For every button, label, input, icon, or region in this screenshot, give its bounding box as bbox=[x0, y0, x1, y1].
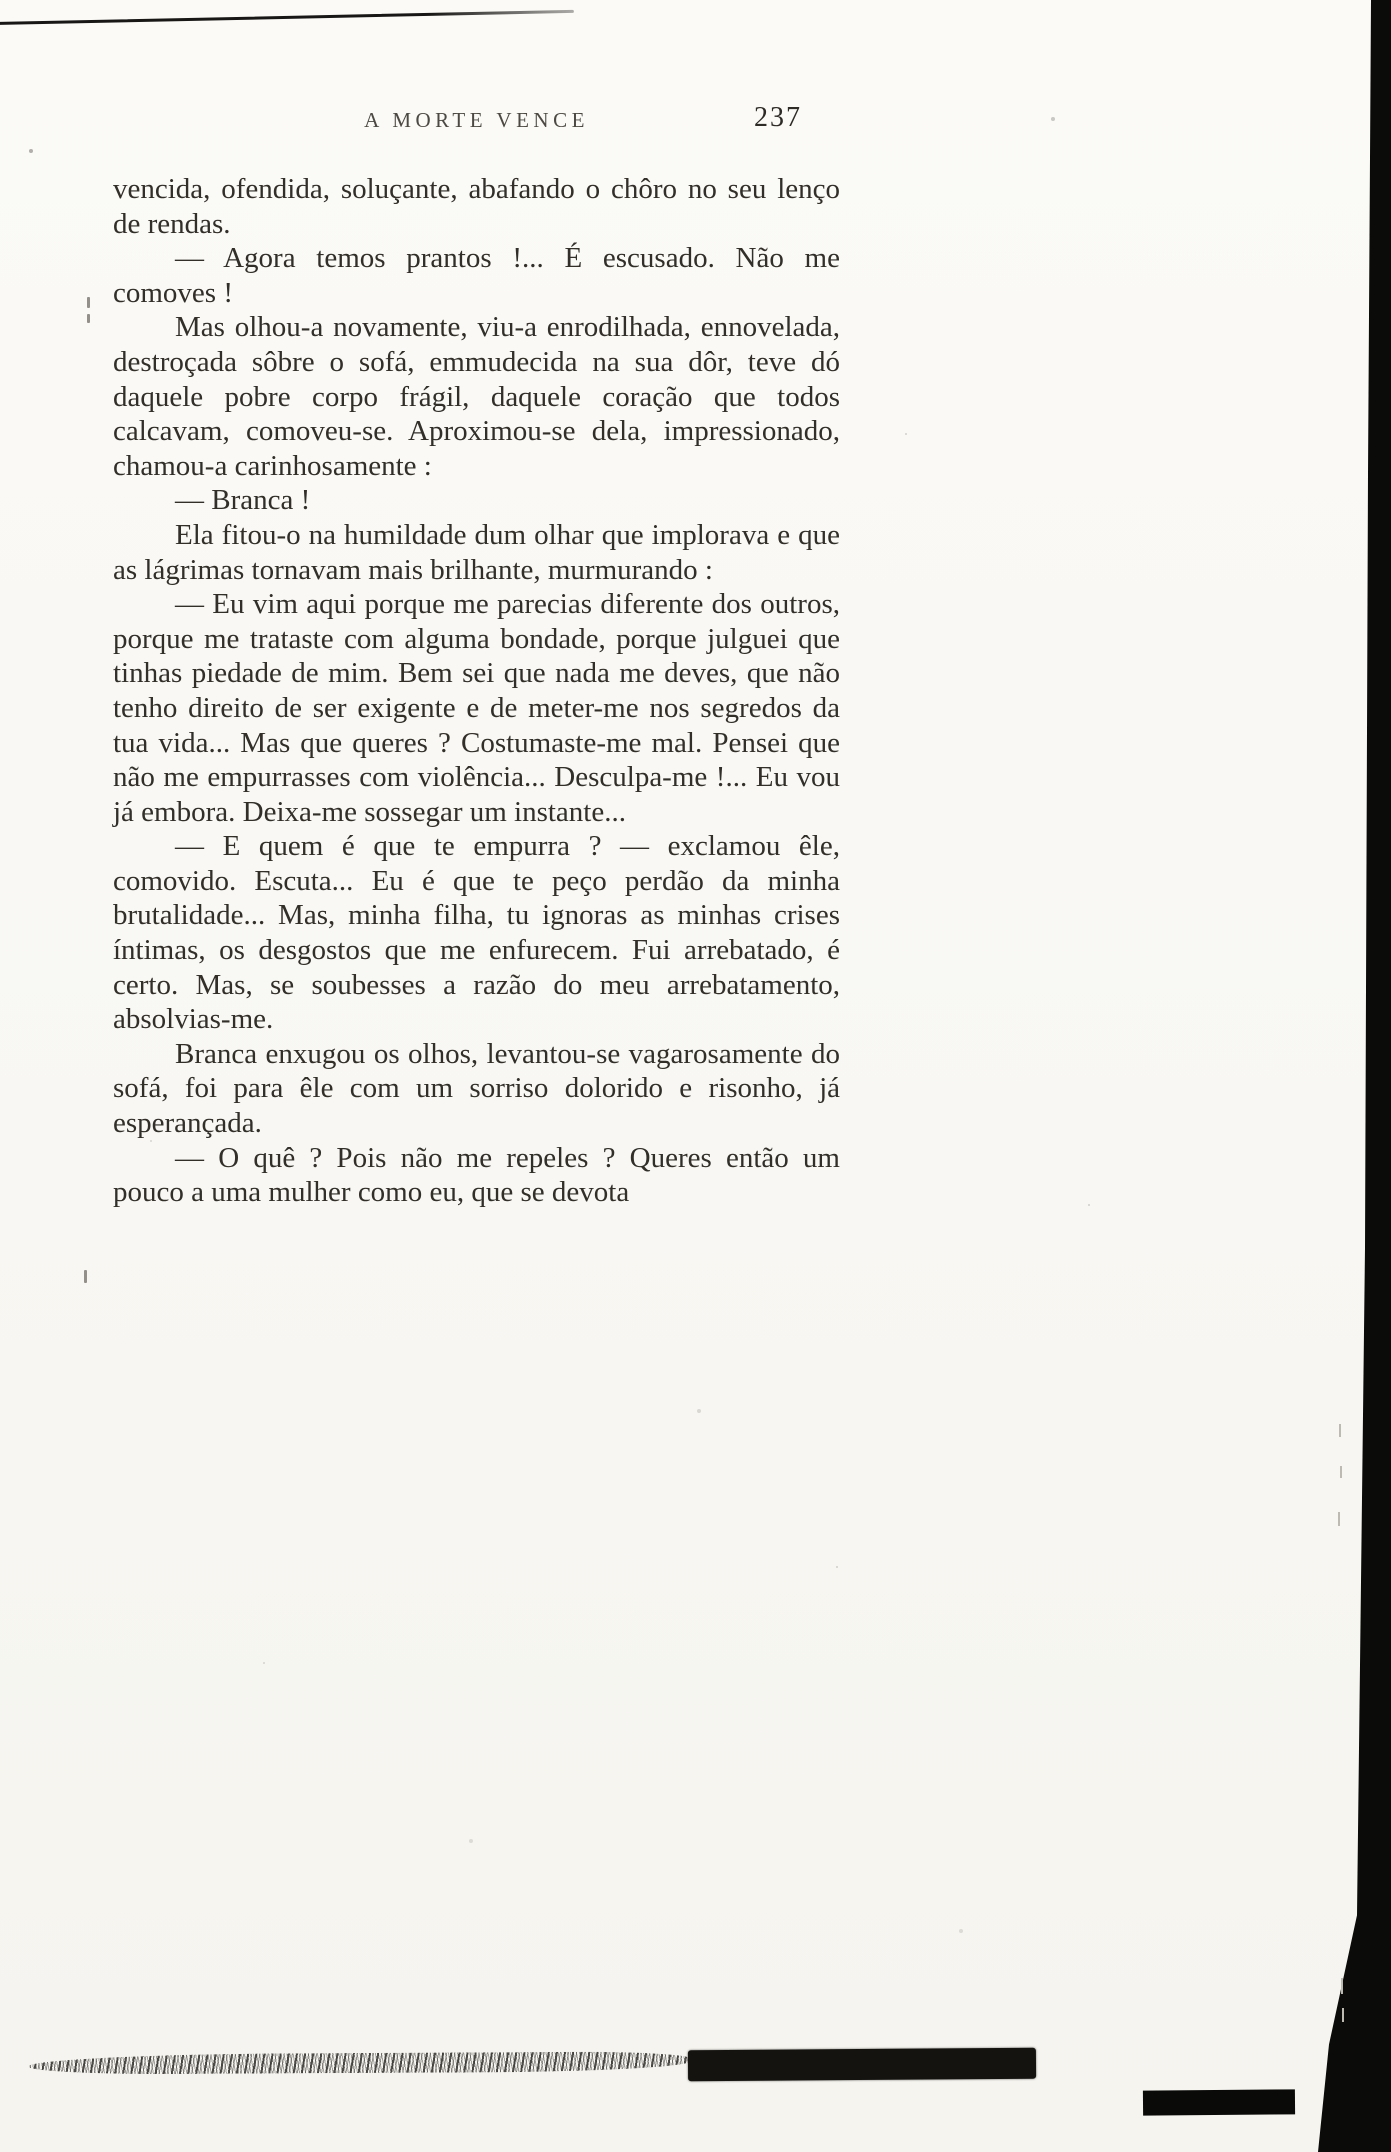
scan-artifact-tick bbox=[1342, 2008, 1344, 2022]
scan-artifact-tick bbox=[1339, 1424, 1341, 1437]
scan-artifact-tick bbox=[1341, 1978, 1343, 1994]
running-title: A MORTE VENCE bbox=[364, 108, 589, 132]
scan-artifact-scribble-band bbox=[28, 2051, 690, 2074]
paragraph-dialogue: — Branca ! bbox=[175, 484, 311, 517]
paragraph-dialogue: — E quem é que te empurra ? — exclamou êle, comovido. Escuta... Eu é que te peço perdão da minha brutalidade... Mas, minha filha, tu ignoras as minhas crises íntimas, os desgostos que me enfurecem. Fui arrebatado, é certo. Mas, se soubesses a razão do meu arrebatamento, absolvias-me. bbox=[113, 830, 840, 1036]
scan-artifact-margin-mark bbox=[84, 1270, 87, 1283]
paragraph-dialogue: — O quê ? Pois não me repeles ? Queres então um pouco a uma mulher como eu, que se devota bbox=[113, 1141, 840, 1209]
scan-artifact-bar bbox=[1143, 2089, 1295, 2115]
running-header bbox=[113, 104, 840, 138]
paragraph-dialogue: — Agora temos prantos !... É escusado. Não me comoves ! bbox=[113, 242, 840, 309]
paragraph: Branca enxugou os olhos, levantou-se vagarosamente do sofá, foi para êle com um sorriso dolorido e risonho, já esperançada. bbox=[113, 1037, 840, 1140]
paragraph-dialogue: — Eu vim aqui porque me parecias diferente dos outros, porque me trataste com alguma bondade, porque julguei que tinhas piedade de mim. Bem sei que nada me deves, que não tenho direito de ser exigente e de meter-me nos segredos da tua vida... Mas que queres ? Costumaste-me mal. Pensei que não me empurrasses com violência... Desculpa-me !... Eu vou já embora. Deixa-me sossegar um instante... bbox=[113, 588, 840, 828]
scan-artifact-margin-mark bbox=[87, 314, 90, 323]
scan-artifact-tick bbox=[1338, 1512, 1340, 1526]
paragraph: Mas olhou-a novamente, viu-a enrodilhada, ennovelada, destroçada sôbre o sofá, emmudecida na sua dôr, teve dó daquele pobre corpo frágil, daquele coração que todos calcavam, comoveu-se. Aproximou-se dela, impressionado, chamou-a carinhosamente : bbox=[113, 311, 840, 482]
scan-artifact-top-line bbox=[0, 10, 574, 25]
paragraph: Ela fitou-o na humildade dum olhar que implorava e que as lágrimas tornavam mais brilhante, murmurando : bbox=[113, 518, 840, 586]
scan-edge-right bbox=[1291, 0, 1391, 2152]
scan-artifact-specks bbox=[0, 0, 2, 2]
paragraph: vencida, ofendida, soluçante, abafando o chôro no seu lenço de rendas. bbox=[113, 173, 840, 240]
text-block bbox=[113, 172, 840, 1210]
scan-artifact-margin-mark bbox=[87, 297, 90, 308]
page-number: 237 bbox=[754, 102, 802, 133]
scan-artifact-tick bbox=[1340, 1466, 1342, 1478]
scan-artifact-bar bbox=[688, 2048, 1036, 2081]
